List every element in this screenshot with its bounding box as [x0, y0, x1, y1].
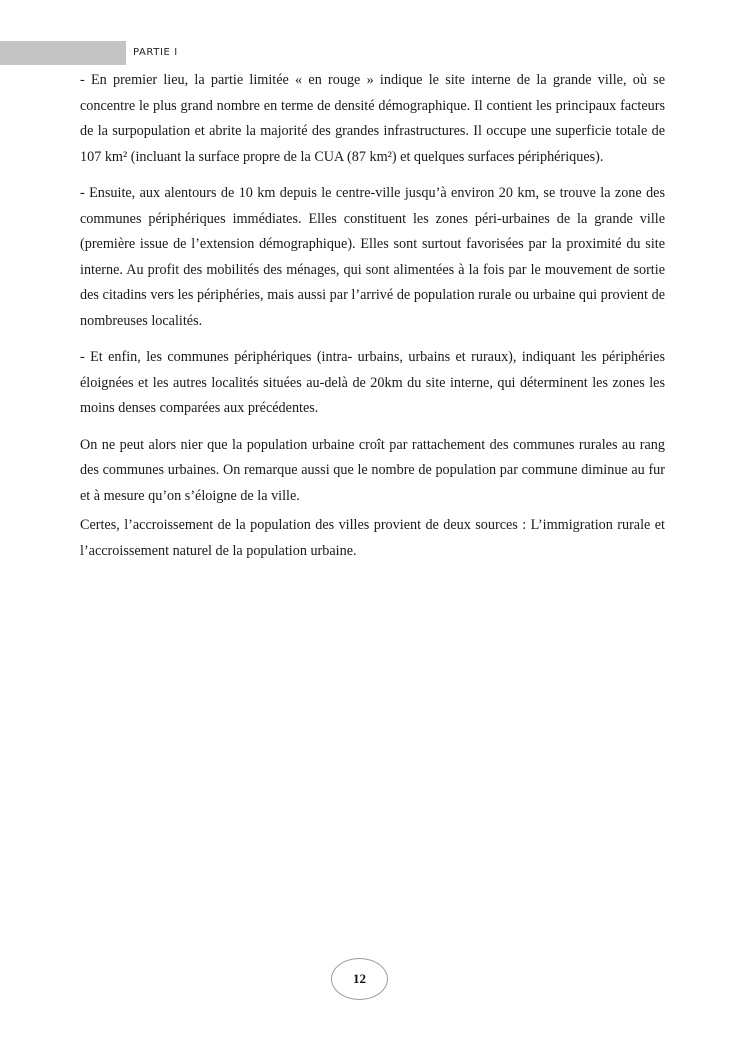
paragraph-rattachement: On ne peut alors nier que la population urbaine croît par rattachement des communes rurales au rang des communes urbaines. On remarque aussi que le nombre de population par commune diminue au fur et à mesure qu’on s’éloigne de la ville. — [80, 436, 665, 504]
paragraph-communes-eloignees: - Et enfin, les communes périphériques (intra- urbains, urbains et ruraux), indiquant les périphéries éloignées et les autres localités situées au-delà de 20km du site interne, qui déterminent les zones les moins denses comparées aux précédentes. — [80, 349, 665, 416]
paragraph-accroissement: Certes, l’accroissement de la population des villes provient de deux sources : L’immigration rurale et l’accroissement naturel de la population urbaine. — [80, 517, 665, 559]
paragraph-communes-immediates: - Ensuite, aux alentours de 10 km depuis le centre-ville jusqu’à environ 20 km, se trouve la zone des communes périphériques immédiates. Elles constituent les zones péri-urbaines de la grande ville (première issue de l’extension démographique). Elles sont surtout favorisées par la proximité du site interne. Au profit des mobilités des ménages, qui sont alimentées à la fois par le mouvement de sortie des citadins vers les périphéries, mais aussi par l’arrivé de population rurale ou urbaine qui provient de nombreuses localités. — [80, 185, 665, 329]
header-bar — [0, 41, 126, 65]
document-body — [80, 68, 665, 564]
paragraph-site-interne: - En premier lieu, la partie limitée « en rouge » indique le site interne de la grande ville, où se concentre le plus grand nombre en terme de densité démographique. Il contient les principaux facteurs de la surpopulation et abrite la majorité des grandes infrastructures. Il occupe une superficie totale de 107 km² (incluant la surface propre de la CUA (87 km²) et quelques surfaces périphériques). — [80, 72, 665, 165]
page-number: 12 — [331, 958, 388, 1000]
section-label: PARTIE I — [133, 47, 178, 58]
